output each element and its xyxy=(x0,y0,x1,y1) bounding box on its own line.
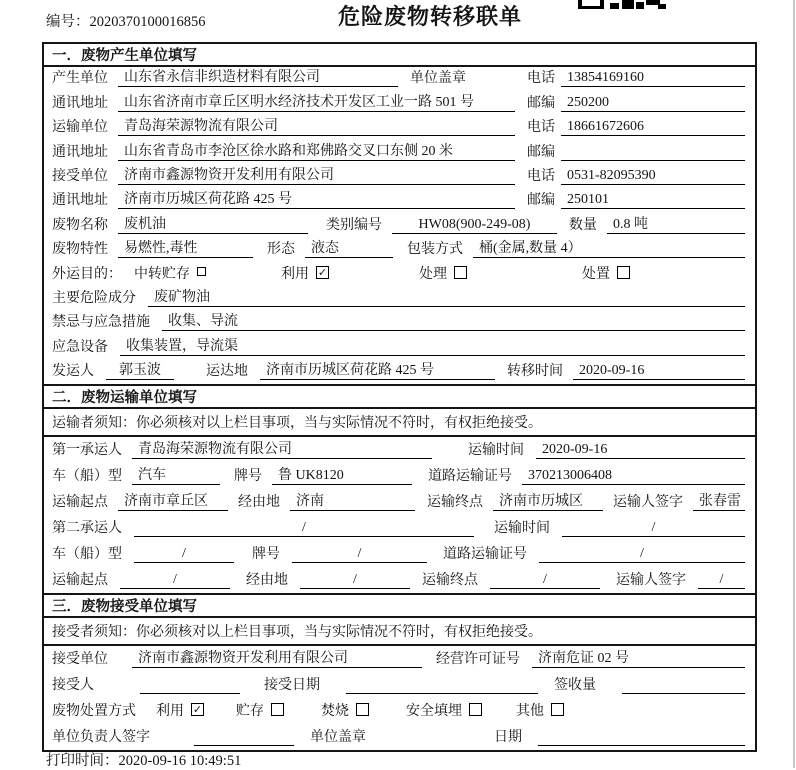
origin1-field: 济南市章丘区 xyxy=(118,490,228,511)
end1-label: 运输终点 xyxy=(427,495,483,511)
transporter-name-field: 青岛海荣源物流有限公司 xyxy=(118,115,515,136)
destination-label: 运达地 xyxy=(206,364,248,380)
purpose-option-dispose-label: 处置 xyxy=(582,266,610,282)
disposal-option-incinerate xyxy=(321,700,369,720)
row-receiver xyxy=(44,165,755,189)
equipment-field: 收集装置，导流渠 xyxy=(120,335,745,356)
permit2-label: 道路运输证号 xyxy=(443,547,527,563)
zip1-field: 250200 xyxy=(561,95,745,112)
destination-field: 济南市历城区荷花路 425 号 xyxy=(260,359,495,380)
disposal-option-store xyxy=(236,700,284,720)
row-hazard xyxy=(44,287,755,311)
disposal-option-store-label: 贮存 xyxy=(236,704,264,720)
via2-field: / xyxy=(300,572,410,589)
origin1-label: 运输起点 xyxy=(52,495,108,511)
permit1-field: 370213006408 xyxy=(522,468,745,485)
received-qty-field xyxy=(622,677,745,694)
section-producer xyxy=(44,44,755,384)
accept-date-field xyxy=(346,677,538,694)
page-right-border xyxy=(793,0,795,768)
disposal-option-incinerate-label: 焚烧 xyxy=(321,704,349,720)
plate2-field: / xyxy=(292,546,427,563)
time1-field: 2020-09-16 xyxy=(536,442,745,459)
acceptor-field xyxy=(140,677,240,694)
vehicle2-label: 车（船）型 xyxy=(52,547,122,563)
transfer-date-label: 转移时间 xyxy=(507,364,563,380)
manifest-form xyxy=(42,42,757,752)
acceptor-label: 接受人 xyxy=(52,678,94,694)
producer-label: 产生单位 xyxy=(52,71,108,87)
sign1-field: 张春雷 xyxy=(693,490,745,511)
permit2-field: / xyxy=(539,546,745,563)
transporter-notice: 运输者须知：你必须核对以上栏目事项，当与实际情况不符时，有权拒绝接受。 xyxy=(44,409,755,437)
row-receiver-address xyxy=(44,189,755,213)
disposal-option-landfill-label: 安全填埋 xyxy=(406,704,462,720)
addr1-field: 山东省济南市章丘区明水经济技术开发区工业一路 501 号 xyxy=(118,91,515,112)
category-field: HW08(900-249-08) xyxy=(392,217,557,234)
origin2-field: / xyxy=(120,572,230,589)
quantity-field: 0.8 吨 xyxy=(607,213,745,234)
row-disposal xyxy=(44,698,755,724)
disposal-option-reuse xyxy=(156,700,204,720)
packing-label: 包装方式 xyxy=(407,242,463,258)
disposal-option-other-label: 其他 xyxy=(516,704,544,720)
form-field: 液态 xyxy=(305,237,393,258)
disposal-other-checkbox xyxy=(551,703,564,716)
character-field: 易燃性,毒性 xyxy=(118,237,253,258)
purpose-option-transfer-label: 中转贮存 xyxy=(134,266,190,282)
category-label: 类别编号 xyxy=(326,217,382,233)
date-label: 日期 xyxy=(494,730,522,746)
equipment-label: 应急设备 xyxy=(52,339,108,355)
addr2-field: 山东省青岛市李沧区徐水路和郑佛路交叉口东侧 20 米 xyxy=(118,140,515,161)
vehicle1-label: 车（船）型 xyxy=(52,469,122,485)
phone3-field: 0531-82095390 xyxy=(561,168,745,185)
form-label: 形态 xyxy=(267,242,295,258)
time1-label: 运输时间 xyxy=(468,443,524,459)
receiver-label: 接受单位 xyxy=(52,168,108,184)
end2-label: 运输终点 xyxy=(422,573,478,589)
page-title: 危险废物转移联单 xyxy=(338,4,523,29)
section-transporter xyxy=(44,384,755,593)
taboo-label: 禁忌与应急措施 xyxy=(52,315,150,331)
addr1-label: 通讯地址 xyxy=(52,95,108,111)
received-qty-label: 签收量 xyxy=(554,678,596,694)
section1-header: 一．废物产生单位填写 xyxy=(44,44,755,67)
disposal-option-landfill xyxy=(406,700,482,720)
purpose-label: 外运目的： xyxy=(52,266,122,282)
packing-field: 桶(金属,数量 4） xyxy=(473,237,745,258)
row-route1 xyxy=(44,489,755,515)
plate1-field: 鲁 UK8120 xyxy=(272,464,412,485)
section3-header: 三．废物接受单位填写 xyxy=(44,593,755,618)
license-label: 经营许可证号 xyxy=(436,652,520,668)
disposal-option-reuse-label: 利用 xyxy=(156,704,184,720)
serial-number: 2020370100016856 xyxy=(89,14,206,30)
purpose-dispose-checkbox xyxy=(617,266,630,279)
phone2-field: 18661672606 xyxy=(561,119,745,136)
row-vehicle2 xyxy=(44,541,755,567)
phone3-label: 电话 xyxy=(527,168,555,184)
plate2-label: 牌号 xyxy=(252,547,280,563)
purpose-transfer-checkbox xyxy=(197,267,206,276)
carrier2-field: / xyxy=(134,520,474,537)
row-producer-address xyxy=(44,91,755,115)
print-time-label: 打印时间： xyxy=(46,753,119,769)
time2-label: 运输时间 xyxy=(494,521,550,537)
row-route2 xyxy=(44,567,755,593)
section2-header: 二．废物运输单位填写 xyxy=(44,384,755,409)
section-receiver xyxy=(44,593,755,750)
permit1-label: 道路运输证号 xyxy=(428,469,512,485)
row-waste-character xyxy=(44,238,755,262)
receive-unit-field: 济南市鑫源物资开发利用有限公司 xyxy=(132,647,422,668)
row-vehicle1 xyxy=(44,463,755,489)
sign1-label: 运输人签字 xyxy=(613,495,683,511)
license-field: 济南危证 02 号 xyxy=(532,647,745,668)
purpose-reuse-checkbox: ✓ xyxy=(317,265,328,279)
manager-sign-field xyxy=(194,729,294,746)
row-purpose xyxy=(44,262,755,286)
zip1-label: 邮编 xyxy=(527,95,555,111)
carrier1-label: 第一承运人 xyxy=(52,443,122,459)
addr3-field: 济南市历城区荷花路 425 号 xyxy=(118,188,515,209)
via1-field: 济南 xyxy=(290,490,415,511)
row-taboo xyxy=(44,311,755,335)
purpose-option-transfer xyxy=(134,263,206,283)
print-time xyxy=(46,749,241,770)
end1-field: 济南市历城区 xyxy=(493,490,603,511)
disposal-landfill-checkbox xyxy=(469,703,482,716)
row-receive-unit xyxy=(44,646,755,672)
zip3-field: 250101 xyxy=(561,192,745,209)
row-manager-sign xyxy=(44,724,755,750)
row-shipper xyxy=(44,360,755,384)
seal-label: 单位盖章 xyxy=(410,71,466,87)
purpose-treat-checkbox xyxy=(454,266,467,279)
receive-unit-label: 接受单位 xyxy=(52,652,108,668)
vehicle2-field: / xyxy=(134,546,234,563)
receiver-notice: 接受者须知：你必须核对以上栏目事项，当与实际情况不符时，有权拒绝接受。 xyxy=(44,618,755,646)
zip2-label: 邮编 xyxy=(527,144,555,160)
transfer-date-field: 2020-09-16 xyxy=(573,363,745,380)
manager-sign-label: 单位负责人签字 xyxy=(52,730,150,746)
phone1-field: 13854169160 xyxy=(561,70,745,87)
shipper-field: 郭玉波 xyxy=(106,359,174,380)
row-carrier2 xyxy=(44,515,755,541)
row-acceptor xyxy=(44,672,755,698)
producer-name-field: 山东省永信非织造材料有限公司 xyxy=(118,66,398,87)
row-waste-name xyxy=(44,213,755,237)
plate1-label: 牌号 xyxy=(234,469,262,485)
disposal-option-other xyxy=(516,700,564,720)
purpose-option-treat-label: 处理 xyxy=(419,266,447,282)
vehicle1-field: 汽车 xyxy=(132,464,220,485)
transporter-label: 运输单位 xyxy=(52,120,108,136)
purpose-option-dispose xyxy=(582,263,630,283)
disposal-reuse-checkbox: ✓ xyxy=(192,703,203,717)
origin2-label: 运输起点 xyxy=(52,573,108,589)
waste-name-label: 废物名称 xyxy=(52,217,108,233)
zip3-label: 邮编 xyxy=(527,193,555,209)
serial-label: 编号： xyxy=(46,14,90,30)
taboo-field: 收集、导流 xyxy=(162,310,745,331)
carrier2-label: 第二承运人 xyxy=(52,521,122,537)
date-field xyxy=(538,729,745,746)
shipper-label: 发运人 xyxy=(52,364,94,380)
time2-field: / xyxy=(562,520,745,537)
end2-field: / xyxy=(490,572,600,589)
accept-date-label: 接受日期 xyxy=(264,678,320,694)
quantity-label: 数量 xyxy=(569,217,597,233)
via1-label: 经由地 xyxy=(238,495,280,511)
phone1-label: 电话 xyxy=(527,71,555,87)
disposal-store-checkbox xyxy=(271,703,284,716)
row-equipment xyxy=(44,335,755,359)
carrier1-field: 青岛海荣源物流有限公司 xyxy=(132,438,432,459)
row-carrier1 xyxy=(44,437,755,463)
sign2-field: / xyxy=(698,572,745,589)
addr3-label: 通讯地址 xyxy=(52,193,108,209)
purpose-option-reuse xyxy=(281,263,329,283)
purpose-option-treat xyxy=(419,263,467,283)
waste-name-field: 废机油 xyxy=(118,213,308,234)
qr-code-fragment-icon xyxy=(578,0,666,9)
row-transporter xyxy=(44,116,755,140)
document-serial xyxy=(46,10,206,31)
disposal-label: 废物处置方式 xyxy=(52,704,136,720)
row-transporter-address xyxy=(44,140,755,164)
character-label: 废物特性 xyxy=(52,242,108,258)
addr2-label: 通讯地址 xyxy=(52,144,108,160)
row-producer xyxy=(44,67,755,91)
hazard-field: 废矿物油 xyxy=(148,286,745,307)
purpose-option-reuse-label: 利用 xyxy=(281,266,309,282)
receiver-name-field: 济南市鑫源物资开发利用有限公司 xyxy=(118,164,515,185)
phone2-label: 电话 xyxy=(527,120,555,136)
print-time-value: 2020-09-16 10:49:51 xyxy=(118,753,242,769)
zip2-field xyxy=(561,144,745,161)
disposal-incinerate-checkbox xyxy=(356,703,369,716)
sign2-label: 运输人签字 xyxy=(616,573,686,589)
hazard-label: 主要危险成分 xyxy=(52,290,136,306)
unit-seal-label: 单位盖章 xyxy=(310,730,366,746)
via2-label: 经由地 xyxy=(246,573,288,589)
